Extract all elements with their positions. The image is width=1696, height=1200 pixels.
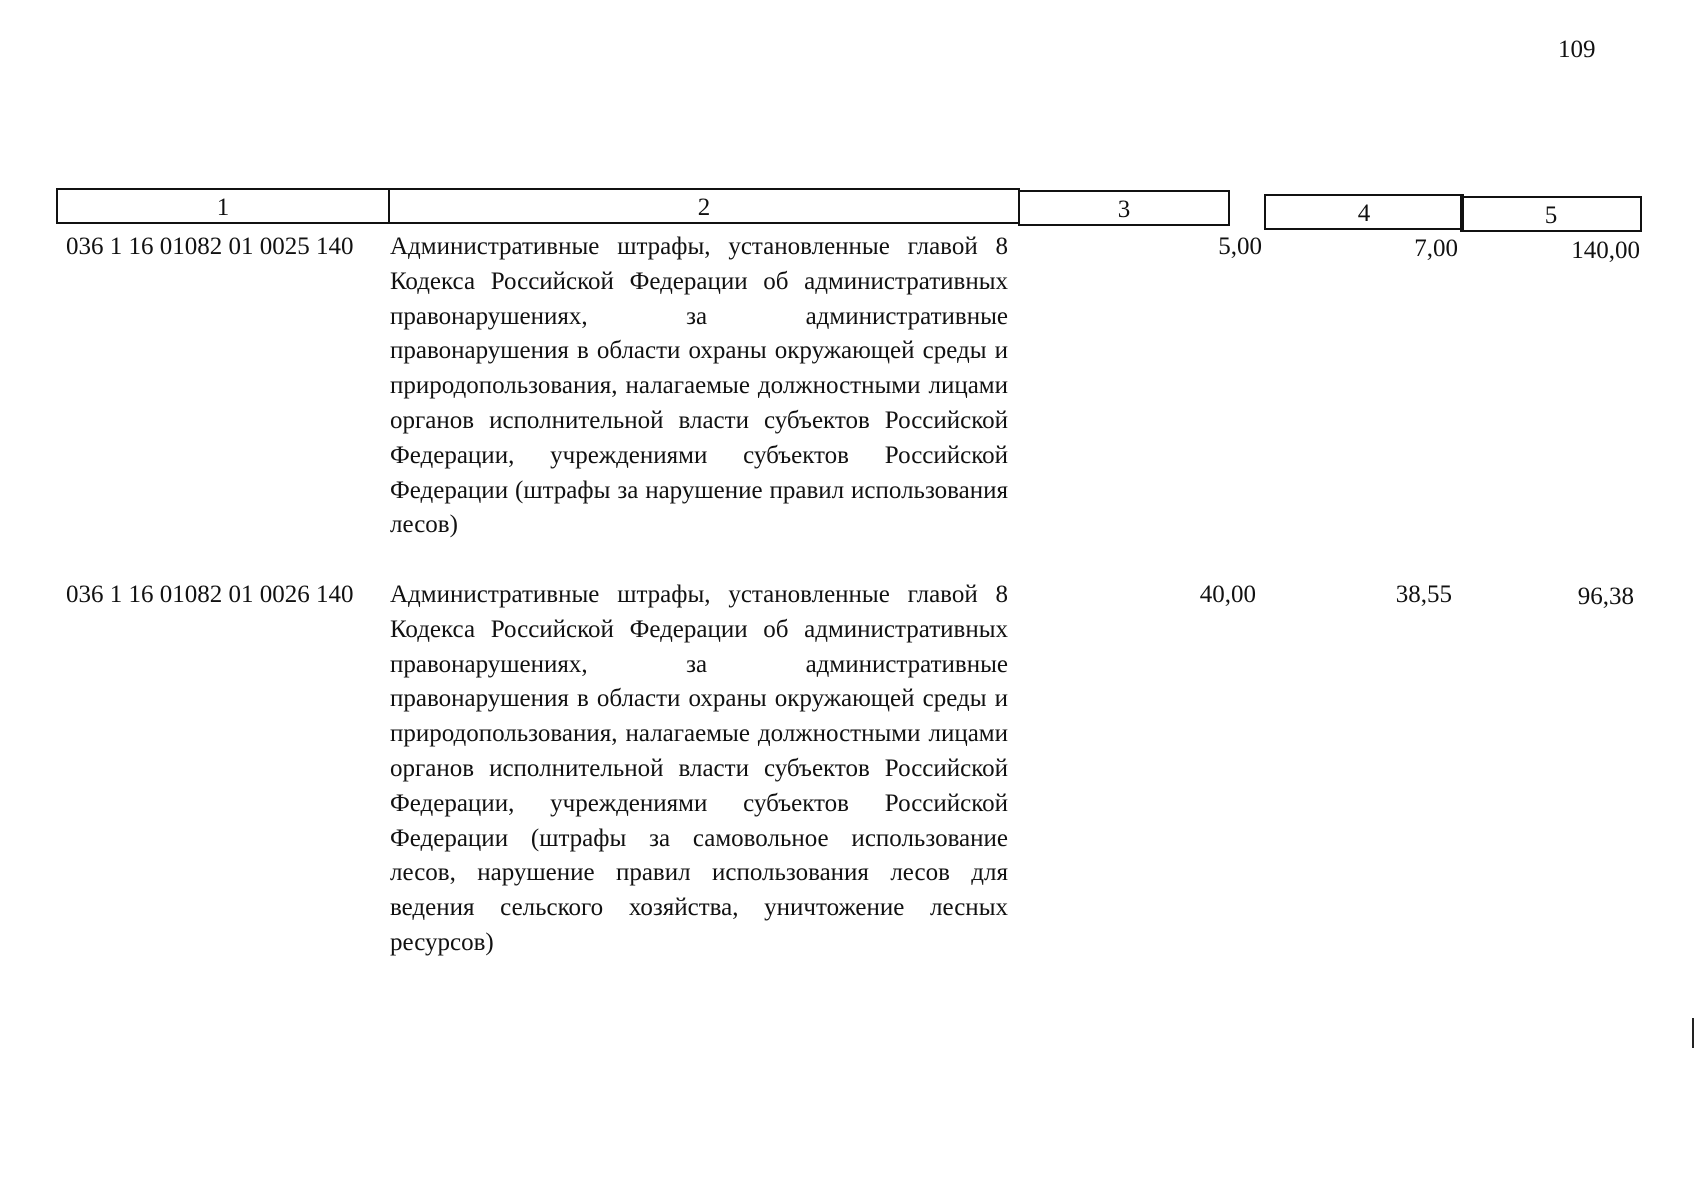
value-col3: 5,00 [1218, 233, 1262, 260]
header-cell-3: 3 [1018, 190, 1230, 226]
page-number: 109 [1558, 36, 1596, 63]
scan-edge-mark [1692, 1018, 1694, 1048]
header-cell-5: 5 [1460, 196, 1642, 232]
budget-code: 036 1 16 01082 01 0025 140 [66, 233, 354, 260]
row-description: Административные штрафы, установленные главой 8 Кодекса Российской Федерации об административных правонарушениях, за административные правонарушения в области охраны окружающей среды и природопользования, налагаемые должностными лицами органов исполнительной власти субъектов Российской Федерации, учреждениями субъектов Российской Федерации (штрафы за нарушение правил использования лесов) [390, 233, 1008, 539]
row-description: Административные штрафы, установленные главой 8 Кодекса Российской Федерации об административных правонарушениях, за административные правонарушения в области охраны окружающей среды и природопользования, налагаемые должностными лицами органов исполнительной власти субъектов Российской Федерации, учреждениями субъектов Российской Федерации (штрафы за самовольное использование лесов, нарушение правил использования лесов для ведения сельского хозяйства, уничтожение лесных ресурсов) [390, 581, 1008, 956]
value-col4: 7,00 [1414, 235, 1458, 262]
header-cell-2: 2 [388, 188, 1020, 224]
value-col5: 96,38 [1577, 583, 1634, 610]
value-col4: 38,55 [1395, 581, 1452, 608]
value-col5: 140,00 [1571, 237, 1640, 264]
table-header-row [56, 188, 1642, 229]
budget-code: 036 1 16 01082 01 0026 140 [66, 581, 354, 608]
header-cell-1: 1 [56, 188, 390, 224]
value-col3: 40,00 [1199, 581, 1256, 608]
header-cell-4: 4 [1264, 194, 1464, 230]
